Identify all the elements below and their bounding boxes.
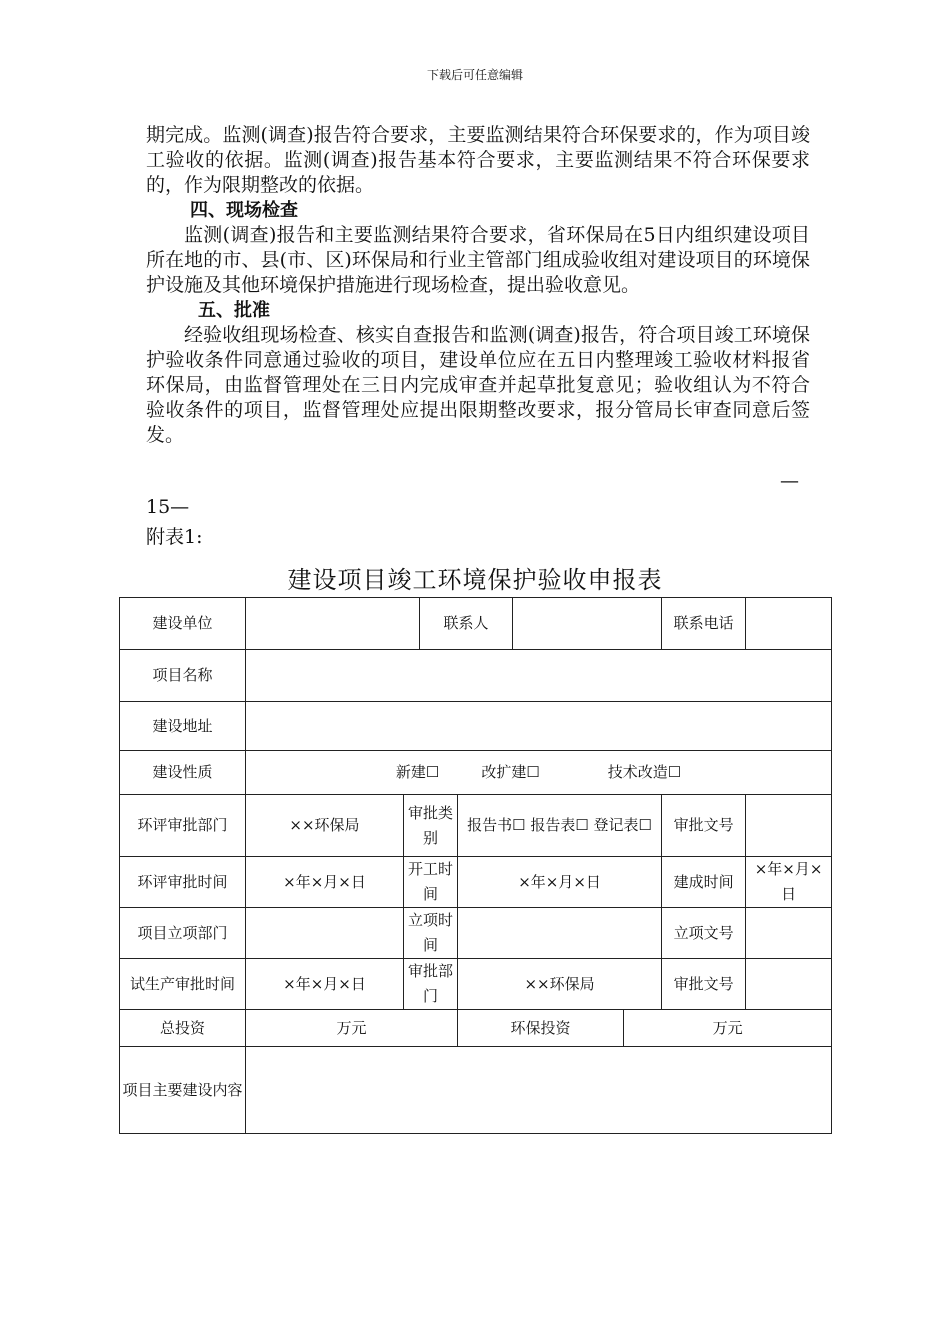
unit-value-cell[interactable] (246, 598, 420, 650)
approval-doc-value-cell[interactable] (746, 795, 832, 857)
start-time-label: 开工时间 (404, 857, 458, 908)
start-time-value: ×年×月×日 (458, 857, 662, 908)
eia-dept-label: 环评审批部门 (120, 795, 246, 857)
setup-time-value-cell[interactable] (458, 908, 662, 959)
trial-time-label: 试生产审批时间 (120, 959, 246, 1010)
eia-time-value: ×年×月×日 (246, 857, 404, 908)
table-row (120, 598, 832, 650)
checkbox-new[interactable]: 新建☐ (395, 763, 440, 781)
phone-label: 联系电话 (662, 598, 746, 650)
nature-options (246, 751, 832, 795)
table-row (120, 795, 832, 857)
total-investment-label: 总投资 (120, 1010, 246, 1047)
completion-time-label: 建成时间 (662, 857, 746, 908)
trial-doc-value-cell[interactable] (746, 959, 832, 1010)
paragraph-monitoring-report: 期完成。监测(调查)报告符合要求，主要监测结果符合环保要求的，作为项目竣工验收的依据。监测(调查)报告基本符合要求，主要监测结果不符合环保要求的，作为限期整改的依据。 (146, 124, 810, 196)
trial-time-value: ×年×月×日 (246, 959, 404, 1010)
header-note: 下载后可任意编辑 (426, 68, 523, 82)
paragraph-approval: 经验收组现场检查、核实自查报告和监测(调查)报告，符合项目竣工环境保护验收条件同意通过验收的项目，建设单位应在五日内整理竣工验收材料报省环保局，由监督管理处在三日内完成审查并起草批复意见；验收组认为不符合验收条件的项目，监督管理处应提出限期整改要求，报分管局长审查同意后签发。 (146, 324, 810, 446)
env-investment-unit[interactable]: 万元 (624, 1010, 832, 1047)
project-name-label: 项目名称 (120, 650, 246, 702)
address-label: 建设地址 (120, 702, 246, 751)
appendix-label: 附表1: (146, 526, 203, 548)
form-title: 建设项目竣工环境保护验收申报表 (287, 566, 663, 594)
setup-doc-label: 立项文号 (662, 908, 746, 959)
table-row (120, 702, 832, 751)
application-form-table (119, 597, 832, 1134)
setup-time-label: 立项时间 (404, 908, 458, 959)
eia-time-label: 环评审批时间 (120, 857, 246, 908)
checkbox-tech[interactable]: 技术改造☐ (607, 763, 682, 781)
body-text (146, 123, 810, 448)
trial-doc-label: 审批文号 (662, 959, 746, 1010)
table-row (120, 1010, 832, 1047)
setup-doc-value-cell[interactable] (746, 908, 832, 959)
page-number: 15— (146, 496, 190, 518)
unit-label: 建设单位 (120, 598, 246, 650)
env-investment-label: 环保投资 (458, 1010, 624, 1047)
contact-value-cell[interactable] (513, 598, 662, 650)
project-name-value-cell[interactable] (246, 650, 832, 702)
category-label: 审批类别 (404, 795, 458, 857)
checkbox-expand[interactable]: 改扩建☐ (481, 763, 540, 781)
phone-value-cell[interactable] (746, 598, 832, 650)
table-row (120, 959, 832, 1010)
table-row (120, 650, 832, 702)
trial-dept-label: 审批部门 (404, 959, 458, 1010)
table-row (120, 751, 832, 795)
main-content-value-cell[interactable] (246, 1047, 832, 1134)
nature-label: 建设性质 (120, 751, 246, 795)
contact-label: 联系人 (420, 598, 513, 650)
table-row (120, 857, 832, 908)
section-heading-site-inspection: 四、现场检查 (190, 200, 298, 221)
page-dash: — (780, 470, 799, 492)
address-value-cell[interactable] (246, 702, 832, 751)
table-row (120, 908, 832, 959)
approval-doc-label: 审批文号 (662, 795, 746, 857)
completion-time-value: ×年×月×日 (746, 857, 832, 908)
main-content-label: 项目主要建设内容 (120, 1047, 246, 1134)
table-row (120, 1047, 832, 1134)
setup-dept-label: 项目立项部门 (120, 908, 246, 959)
paragraph-site-inspection: 监测(调查)报告和主要监测结果符合要求，省环保局在5日内组织建设项目所在地的市、县(市、区)环保局和行业主管部门组成验收组对建设项目的环境保护设施及其他环境保护措施进行现场检查，提出验收意见。 (146, 224, 810, 296)
category-options[interactable]: 报告书☐ 报告表☐ 登记表☐ (458, 795, 662, 857)
total-investment-unit[interactable]: 万元 (246, 1010, 458, 1047)
eia-dept-value: ××环保局 (246, 795, 404, 857)
trial-dept-value: ××环保局 (458, 959, 662, 1010)
setup-dept-value-cell[interactable] (246, 908, 404, 959)
section-heading-approval: 五、批准 (198, 300, 270, 321)
